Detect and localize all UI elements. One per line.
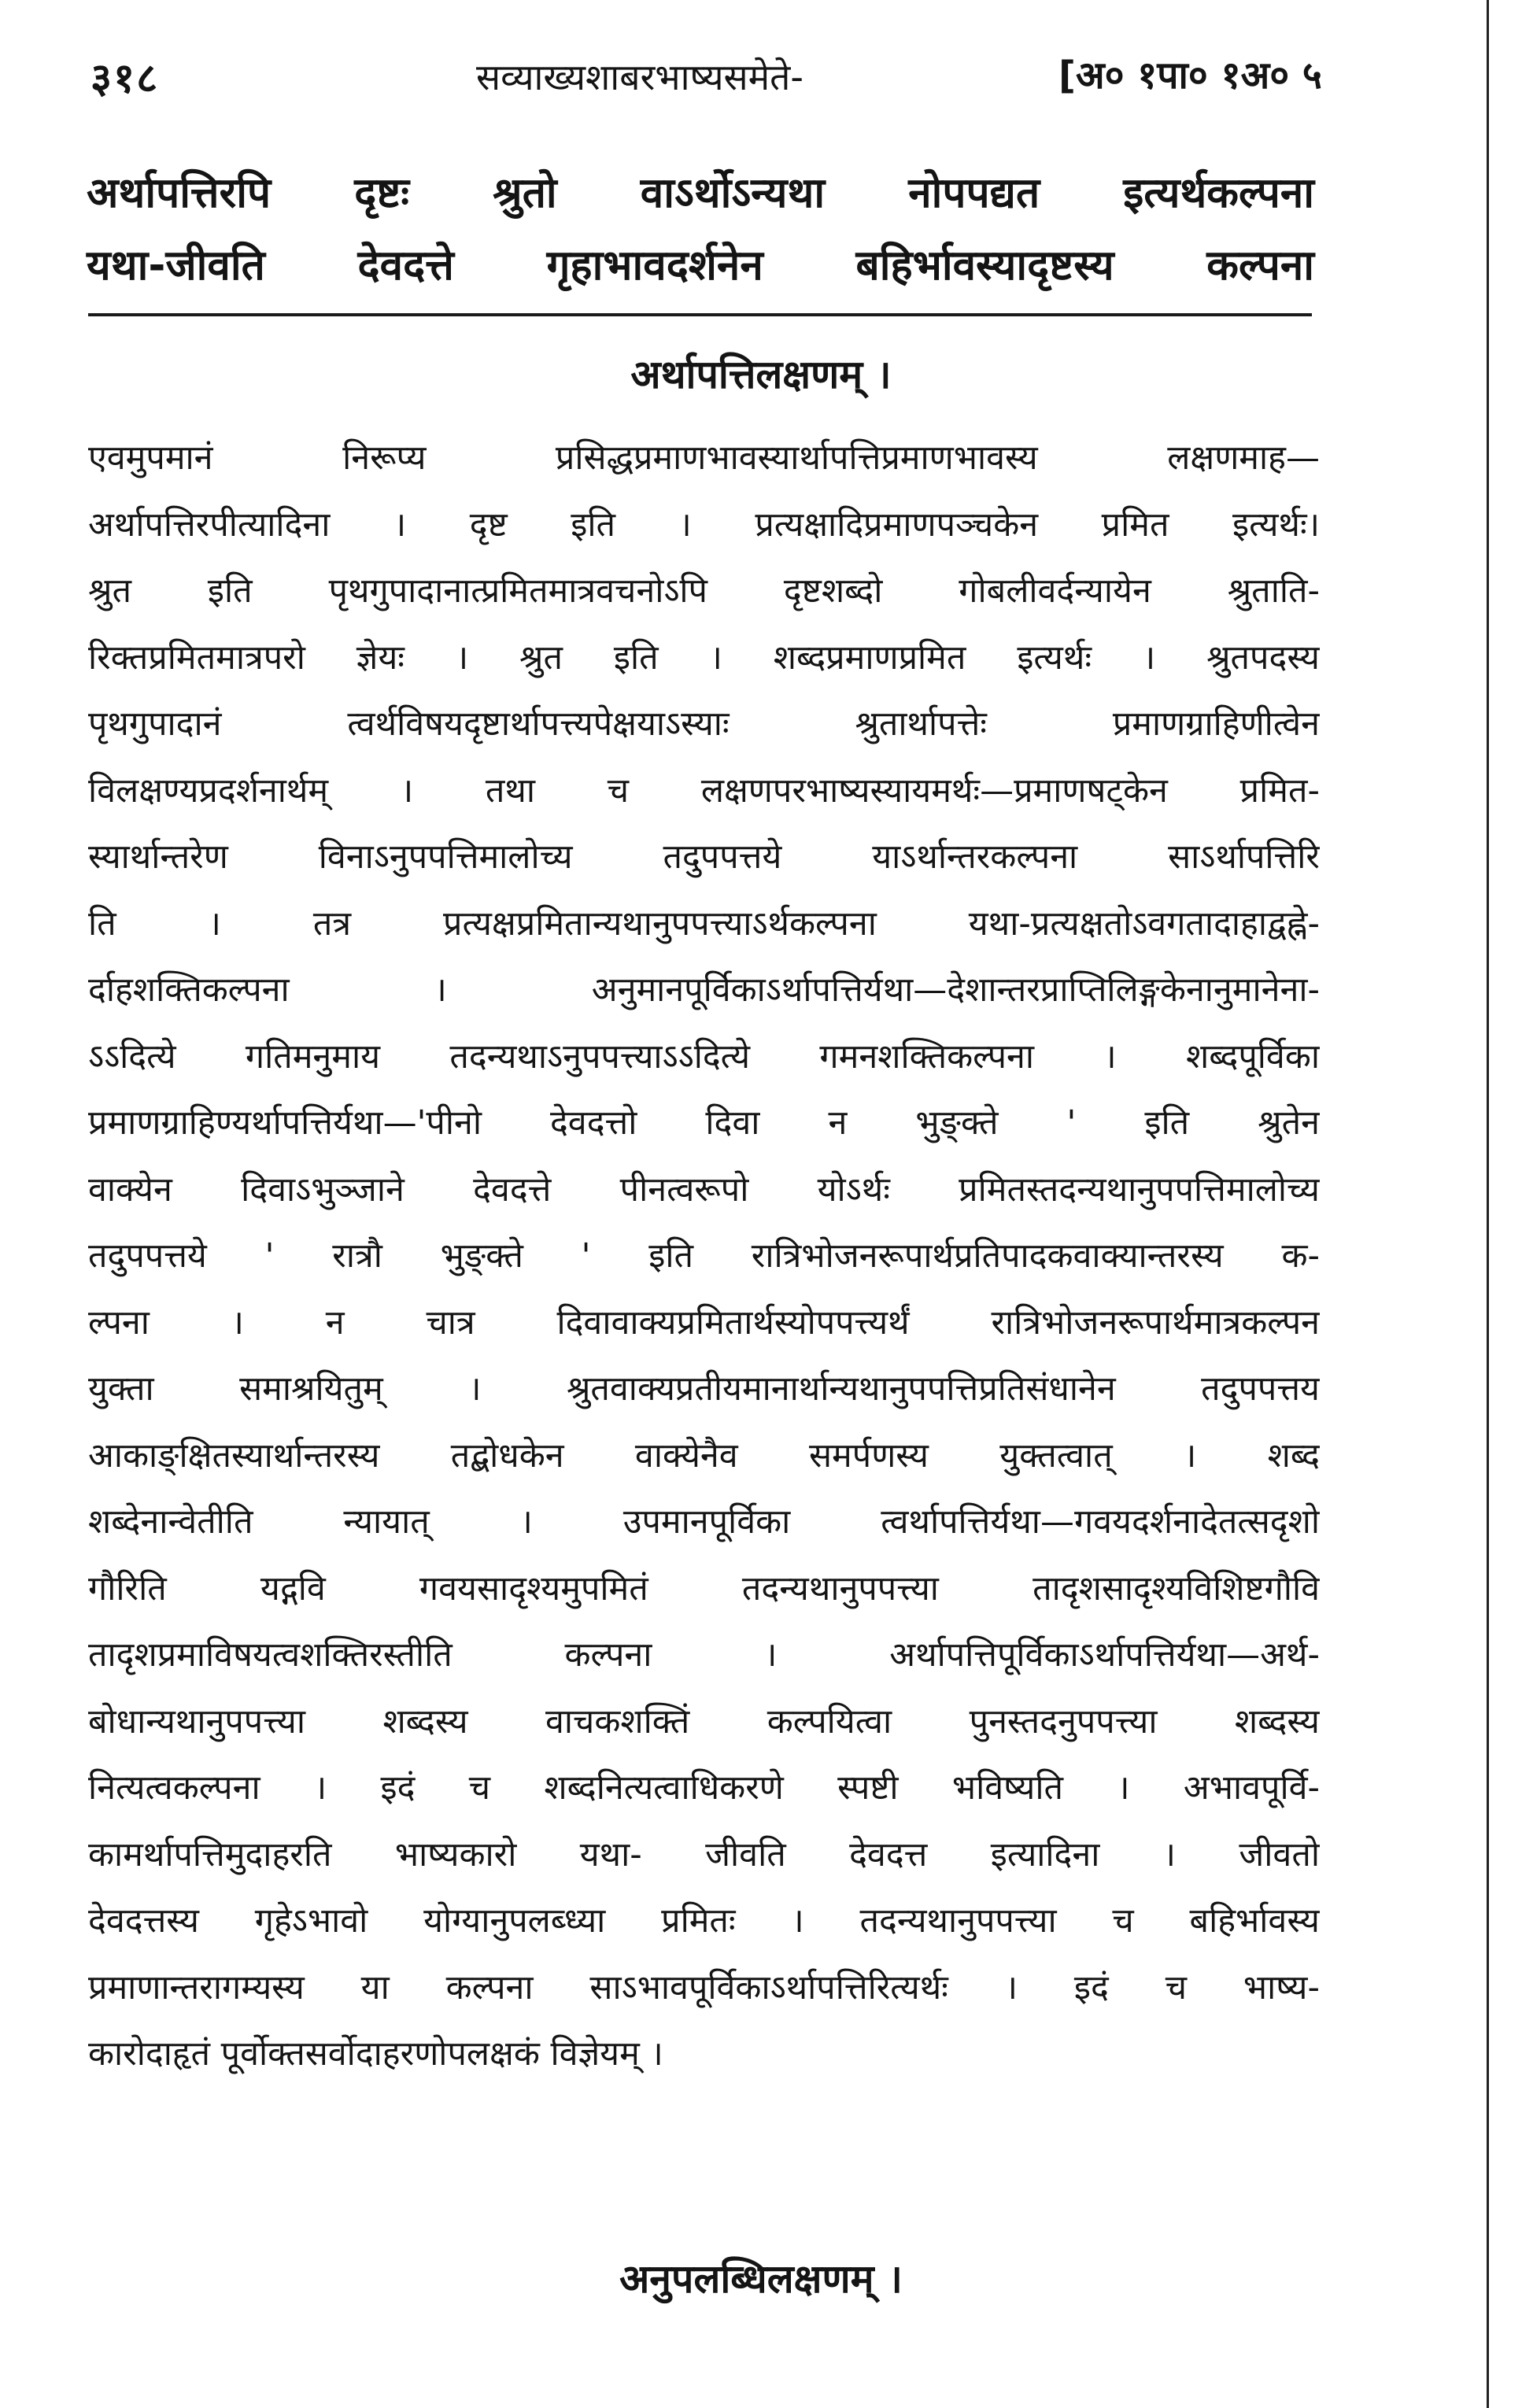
commentary-line: शब्देनान्वेतीति न्यायात् । उपमानपूर्विका त्वर्थापत्तिर्यथा—गवयदर्शनादेतत्सदृशो [88, 1502, 1320, 1542]
commentary-line: बोधान्यथानुपपत्त्या शब्दस्य वाचकशक्तिं कल्पयित्वा पुनस्तदनुपपत्त्या शब्दस्य [88, 1701, 1320, 1741]
commentary-line: आकाङ्क्षितस्यार्थान्तरस्य तद्बोधकेन वाक्येनैव समर्पणस्य युक्तत्वात् । शब्द [88, 1435, 1320, 1475]
commentary-line: प्रमाणग्राहिण्यर्थापत्तिर्यथा—'पीनो देवदत्तो दिवा न भुङ्क्ते ' इति श्रुतेन [88, 1103, 1320, 1143]
commentary-line: एवमुपमानं निरूप्य प्रसिद्धप्रमाणभावस्यार्थापत्तिप्रमाणभावस्य लक्षणमाह— [88, 438, 1320, 478]
commentary-body [88, 425, 1320, 2088]
commentary-line: कामर्थापत्तिमुदाहरति भाष्यकारो यथा- जीवति देवदत्त इत्यादिना । जीवतो [88, 1834, 1320, 1874]
commentary-line: देवदत्तस्य गृहेऽभावो योग्यानुपलब्ध्या प्रमितः । तदन्यथानुपपत्त्या च बहिर्भावस्य [88, 1901, 1320, 1941]
commentary-line: र्दाहशक्तिकल्पना । अनुमानपूर्विकाऽर्थापत्तिर्यथा—देशान्तरप्राप्तिलिङ्गकेनानुमानेना- [88, 970, 1320, 1010]
sutra-text [87, 157, 1314, 302]
commentary-line: नित्यत्वकल्पना । इदं च शब्दनित्यत्वाधिकरणे स्पष्टी भविष्यति । अभावपूर्वि- [88, 1768, 1320, 1808]
next-section-title: अनुपलब्धिलक्षणम् । [619, 2256, 903, 2302]
commentary-line: श्रुत इति पृथगुपादानात्प्रमितमात्रवचनोऽपि दृष्टशब्दो गोबलीवर्दन्यायेन श्रुताति- [88, 571, 1320, 611]
running-title: सव्याख्यशाबरभाष्यसमेते- [476, 56, 803, 98]
commentary-line: ल्पना । न चात्र दिवावाक्यप्रमितार्थस्योपपत्त्यर्थं रात्रिभोजनरूपार्थमात्रकल्पन [88, 1302, 1320, 1342]
page-number: ३१८ [91, 55, 160, 102]
commentary-line: गौरिति यद्गवि गवयसादृश्यमुपमितं तदन्यथानुपपत्त्या तादृशसादृश्यविशिष्टगौवि [88, 1568, 1320, 1608]
commentary-line: ऽऽदित्ये गतिमनुमाय तदन्यथाऽनुपपत्त्याऽऽदित्ये गमनशक्तिकल्पना । शब्दपूर्विका [88, 1036, 1320, 1077]
sutra-line: अर्थापत्तिरपि दृष्टः श्रुतो वाऽर्थोऽन्यथा नोपपद्यत इत्यर्थकल्पना [87, 169, 1314, 217]
sutra-line: यथा-जीवति देवदत्ते गृहाभावदर्शनेन बहिर्भावस्यादृष्टस्य कल्पना [87, 242, 1314, 290]
section-reference: [अ० १पा० १अ० ५ [1058, 54, 1322, 98]
commentary-line: तदुपपत्तये ' रात्रौ भुङ्क्ते ' इति रात्रिभोजनरूपार्थप्रतिपादकवाक्यान्तरस्य क- [88, 1236, 1320, 1276]
commentary-line: स्यार्थान्तरेण विनाऽनुपपत्तिमालोच्य तदुपपत्तये याऽर्थान्तरकल्पना साऽर्थापत्तिरि [88, 837, 1320, 877]
commentary-line: रिक्तप्रमितमात्रपरो ज्ञेयः । श्रुत इति । शब्दप्रमाणप्रमित इत्यर्थः । श्रुतपदस्य [88, 637, 1320, 678]
commentary-line: ति । तत्र प्रत्यक्षप्रमितान्यथानुपपत्त्याऽर्थकल्पना यथा-प्रत्यक्षतोऽवगतादाहाद्वह्ने- [88, 903, 1320, 944]
section-title: अर्थापत्तिलक्षणम् । [630, 352, 892, 397]
commentary-line: तादृशप्रमाविषयत्वशक्तिरस्तीति कल्पना । अर्थापत्तिपूर्विकाऽर्थापत्तिर्यथा—अर्थ- [88, 1635, 1320, 1675]
commentary-line: पृथगुपादानं त्वर्थविषयदृष्टार्थापत्त्यपेक्षयाऽस्याः श्रुतार्थापत्तेः प्रमाणग्राहिणीत्वेन [88, 704, 1320, 744]
commentary-line: युक्ता समाश्रयितुम् । श्रुतवाक्यप्रतीयमानार्थान्यथानुपपत्तिप्रतिसंधानेन तदुपपत्तय [88, 1369, 1320, 1409]
commentary-line: प्रमाणान्तरागम्यस्य या कल्पना साऽभावपूर्विकाऽर्थापत्तिरित्यर्थः । इदं च भाष्य- [88, 1967, 1320, 2007]
divider-rule [88, 313, 1312, 316]
commentary-line: कारोदाहृतं पूर्वोक्तसर्वोदाहरणोपलक्षकं विज्ञेयम् । [88, 2034, 663, 2074]
commentary-line: अर्थापत्तिरपीत्यादिना । दृष्ट इति । प्रत्यक्षादिप्रमाणपञ्चकेन प्रमित इत्यर्थः। [88, 504, 1320, 545]
commentary-line: विलक्षण्यप्रदर्शनार्थम् । तथा च लक्षणपरभाष्यस्यायमर्थः—प्रमाणषट्केन प्रमित- [88, 770, 1320, 811]
commentary-line: वाक्येन दिवाऽभुञ्जाने देवदत्ते पीनत्वरूपो योऽर्थः प्रमितस्तदन्यथानुपपत्तिमालोच्य [88, 1169, 1320, 1210]
page-header [75, 49, 1365, 112]
